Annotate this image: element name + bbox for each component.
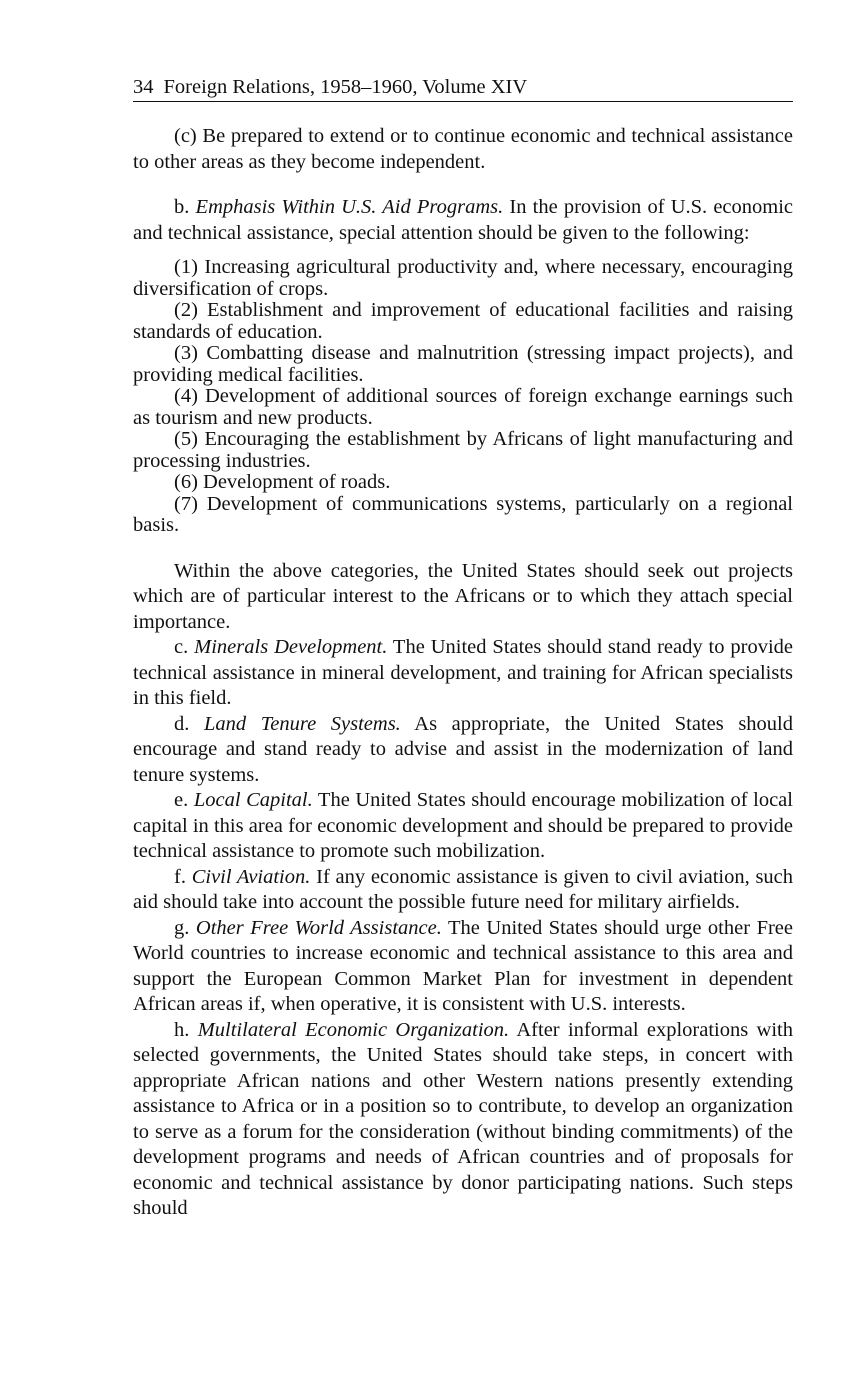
section-b-paragraph xyxy=(133,195,793,246)
section-label: c. xyxy=(174,636,189,658)
page-number: 34 xyxy=(133,76,154,98)
list-item: (4) Development of additional sources of foreign exchange earnings such as tourism and new products. xyxy=(133,385,793,429)
section-h-paragraph xyxy=(133,1018,793,1222)
section-d-paragraph xyxy=(133,712,793,789)
section-heading: Multilateral Economic Organization. xyxy=(197,1018,510,1041)
assistance-priority-list xyxy=(133,257,793,537)
within-categories-paragraph: Within the above categories, the United States should seek out projects which are of particular interest to the Africans or to which they attach special importance. xyxy=(133,559,793,633)
section-heading: Other Free World Assistance. xyxy=(195,916,442,939)
section-heading: Civil Aviation. xyxy=(191,865,311,888)
paragraph-c-subitem: (c) Be prepared to extend or to continue economic and technical assistance to other areas as they become independent. xyxy=(133,125,793,173)
running-header xyxy=(133,74,793,102)
section-label: h. xyxy=(174,1018,190,1041)
list-item: (3) Combatting disease and malnutrition (stressing impact projects), and providing medical facilities. xyxy=(133,342,793,386)
section-label: g. xyxy=(174,916,190,939)
section-text: As appropriate, the United States should encourage and stand ready to advise and assist in the modernization of land tenure systems. xyxy=(133,712,793,786)
section-c-paragraph xyxy=(133,635,793,712)
section-text: If any economic assistance is given to civil aviation, such aid should take into account the possible future need for military airfields. xyxy=(133,865,794,913)
section-f-paragraph xyxy=(133,865,793,916)
section-text: The United States should stand ready to provide technical assistance in mineral development, and training for African specialists in this field. xyxy=(133,636,794,709)
section-heading: Local Capital. xyxy=(193,789,313,811)
section-e-paragraph xyxy=(133,788,793,865)
section-text: The United States should encourage mobilization of local capital in this area for economic development and should be prepared to provide technical assistance to promote such mobilization. xyxy=(133,789,793,862)
list-item: (1) Increasing agricultural productivity and, where necessary, encouraging diversification of crops. xyxy=(133,256,793,300)
list-item: (2) Establishment and improvement of educational facilities and raising standards of education. xyxy=(133,299,793,343)
section-text: After informal explorations with selected governments, the United States should take steps, in concert with appropriate African nations and other Western nations presently extending assistance to Africa or in a position so to contribute, to develop an organization to serve as a forum for the consideration (without binding commitments) of the development programs and needs of African countries and of proposals for economic and technical assistance by donor participating nations. Such steps should xyxy=(133,1018,794,1219)
section-heading: Land Tenure Systems. xyxy=(203,712,401,735)
section-text: The United States should urge other Free World countries to increase economic and technical assistance to this area and support the European Common Market Plan for investment in dependent African areas if, when operative, it is consistent with U.S. interests. xyxy=(133,916,793,1015)
section-g-paragraph xyxy=(133,916,793,1018)
section-b-label: b. xyxy=(174,196,190,218)
section-b-text: In the provision of U.S. economic and technical assistance, special attention should be given to the following: xyxy=(133,196,794,244)
running-title: Foreign Relations, 1958–1960, Volume XIV xyxy=(163,76,528,98)
document-page xyxy=(133,74,793,1222)
list-item: (6) Development of roads. xyxy=(174,471,391,493)
section-heading: Minerals Development. xyxy=(194,636,388,658)
section-b-heading: Emphasis Within U.S. Aid Programs. xyxy=(195,196,504,218)
list-item: (5) Encouraging the establishment by Africans of light manufacturing and processing industries. xyxy=(133,428,793,472)
section-label: f. xyxy=(174,865,186,888)
section-label: e. xyxy=(174,789,189,811)
list-item: (7) Development of communications systems, particularly on a regional basis. xyxy=(133,492,793,536)
section-label: d. xyxy=(174,712,190,735)
